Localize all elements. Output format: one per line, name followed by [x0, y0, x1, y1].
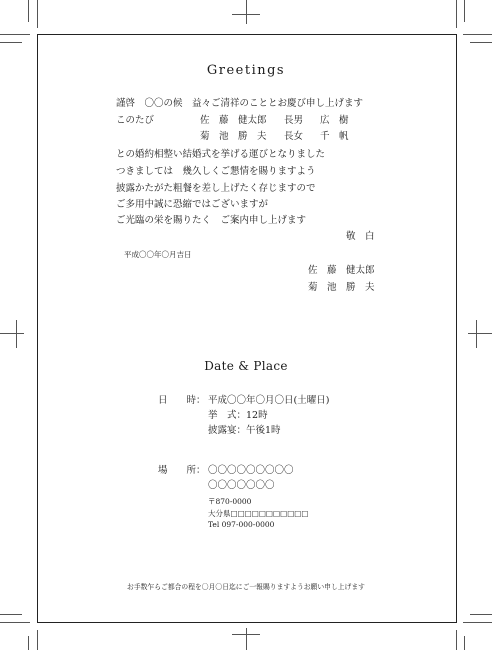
signature-1: 佐 藤 健太郎: [308, 265, 375, 276]
footer-note: お手数乍らご都合の程を〇月〇日迄にご一報賜りますようお願い申し上げます: [127, 583, 365, 591]
family2-child: 千 帆: [320, 131, 349, 142]
family1-child: 広 樹: [320, 115, 349, 126]
closing: 敬 白: [346, 231, 375, 242]
place-label: 場 所：: [158, 465, 206, 476]
telephone: Tel 097-000-0000: [208, 520, 275, 529]
date-value: 平成〇〇年〇月〇日(土曜日): [208, 395, 330, 406]
venue-name-2: 〇〇〇〇〇〇〇: [208, 480, 275, 491]
greeting-line-3: との婚約相整い結婚式を挙げる運びとなりました: [116, 149, 326, 160]
greeting-line-7: ご光臨の栄を賜りたく ご案内申し上げます: [116, 215, 307, 226]
greeting-line-5: 披露かたがた粗餐を差し上げたく存じますので: [116, 183, 316, 194]
signature-2: 菊 池 勝 夫: [308, 282, 375, 293]
greeting-line-2: このたび: [116, 115, 155, 126]
family2-name: 菊 池 勝 夫: [200, 131, 267, 142]
greeting-line-6: ご多用中誠に恐縮ではございますが: [116, 199, 269, 210]
date-place-title: Date & Place: [204, 359, 288, 373]
reception-time: 披露宴：午後1時: [208, 425, 281, 436]
greeting-line-1: 謹啓 〇〇の候 益々ご清祥のこととお慶び申し上げます: [116, 98, 364, 109]
family1-name: 佐 藤 健太郎: [200, 115, 267, 126]
date-line: 平成〇〇年〇月吉日: [124, 250, 192, 259]
greeting-line-4: つきましては 幾久しくご懇情を賜りますよう: [116, 166, 316, 177]
greetings-title: Greetings: [206, 63, 286, 78]
ceremony-time: 挙 式：12時: [208, 410, 268, 421]
date-label: 日 時：: [158, 395, 206, 406]
family2-relation: 長女: [284, 131, 304, 142]
address: 大分県□□□□□□□□□□□: [208, 509, 309, 518]
venue-name: 〇〇〇〇〇〇〇〇〇: [208, 465, 294, 476]
family1-relation: 長男: [284, 115, 304, 126]
postal-code: 〒870-0000: [208, 497, 252, 506]
